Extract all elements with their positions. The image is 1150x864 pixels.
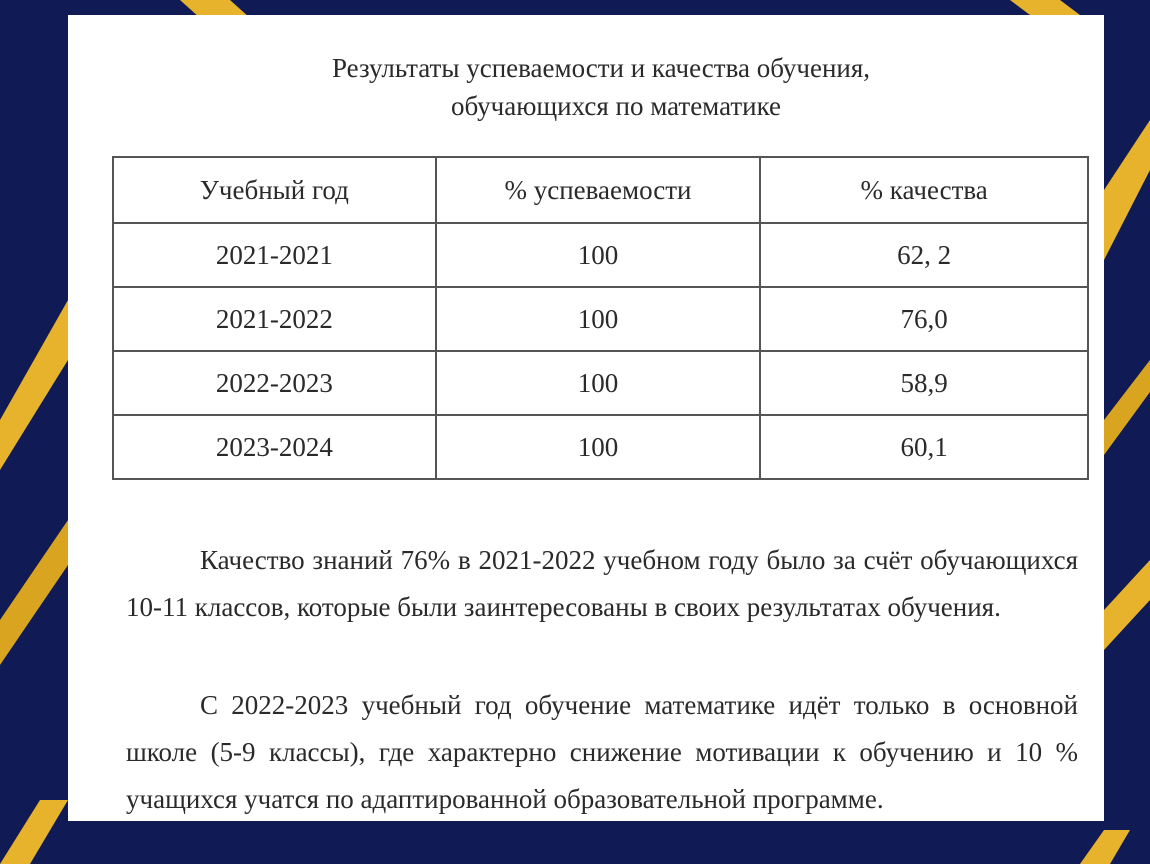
cell-pass-rate: 100 bbox=[436, 351, 761, 415]
cell-quality: 62, 2 bbox=[760, 223, 1088, 287]
paragraph-basic-school-note: С 2022-2023 учебный год обучение математике идёт только в основной школе (5-9 классы), где характерно снижение мотивации к обучению и 10 % учащихся учатся по адаптированной образовательной программе. bbox=[126, 690, 1078, 814]
title-line-2: обучающихся по математике bbox=[450, 91, 782, 121]
header-pass-rate: % успеваемости bbox=[436, 157, 761, 223]
cell-quality: 58,9 bbox=[760, 351, 1088, 415]
table-header-row bbox=[113, 157, 1088, 223]
cell-pass-rate: 100 bbox=[436, 223, 761, 287]
cell-year: 2022-2023 bbox=[113, 351, 436, 415]
cell-year: 2023-2024 bbox=[113, 415, 436, 479]
table-row bbox=[113, 223, 1088, 287]
results-table bbox=[112, 156, 1089, 480]
cell-quality: 60,1 bbox=[760, 415, 1088, 479]
cell-pass-rate: 100 bbox=[436, 415, 761, 479]
cell-pass-rate: 100 bbox=[436, 287, 761, 351]
header-quality: % качества bbox=[760, 157, 1088, 223]
cell-quality: 76,0 bbox=[760, 287, 1088, 351]
cell-year: 2021-2021 bbox=[113, 223, 436, 287]
title-line-1: Результаты успеваемости и качества обучения, bbox=[331, 53, 871, 83]
table-row bbox=[113, 287, 1088, 351]
cell-year: 2021-2022 bbox=[113, 287, 436, 351]
document-page bbox=[68, 15, 1104, 821]
document-title bbox=[68, 49, 1104, 125]
table-row bbox=[113, 415, 1088, 479]
table-row bbox=[113, 351, 1088, 415]
header-academic-year: Учебный год bbox=[113, 157, 436, 223]
paragraph-quality-note: Качество знаний 76% в 2021-2022 учебном году было за счёт обучающихся 10-11 классов, которые были заинтересованы в своих результатах обучения. bbox=[126, 545, 1078, 622]
